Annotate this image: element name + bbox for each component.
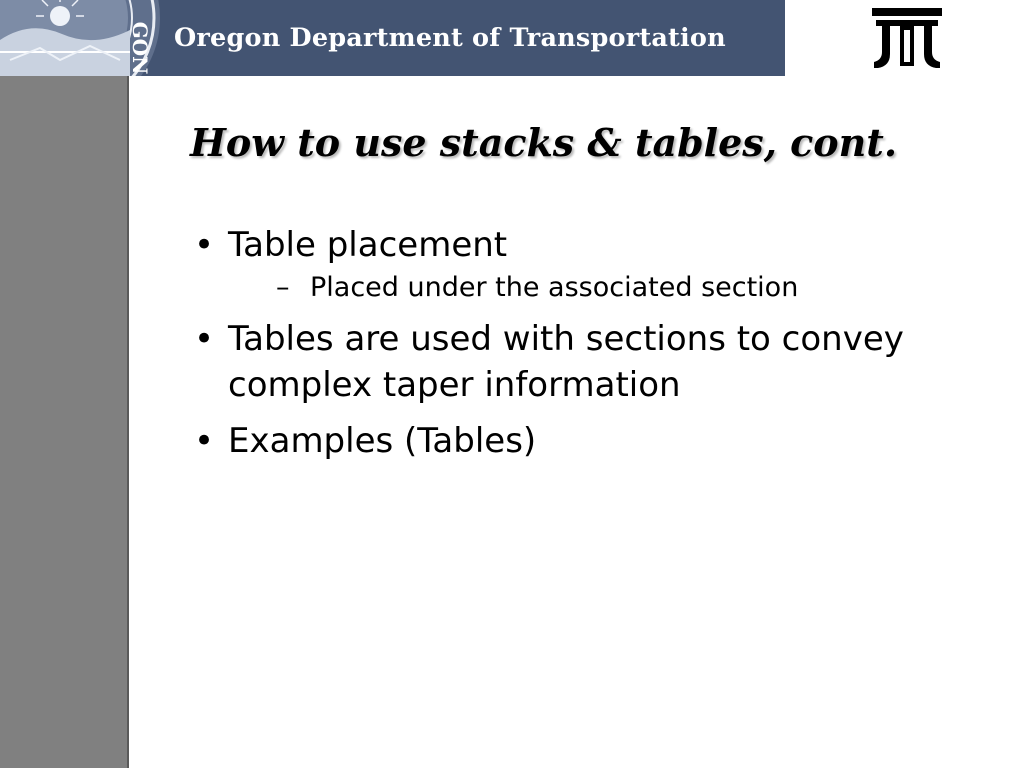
list-item [192,418,992,464]
bullet-icon: • [194,421,215,461]
seal-text: GON [128,21,152,75]
left-sidebar [0,76,129,768]
bullet-text: Examples (Tables) [228,421,537,461]
sub-list-item [228,270,992,306]
bullet-list [192,222,992,474]
list-item [192,222,992,306]
state-seal-icon [0,0,160,76]
bullet-icon: • [194,225,215,265]
bullet-text: Table placement [228,225,508,265]
bullet-text: Tables are used with sections to convey complex taper information [228,319,904,405]
sub-bullet-text: Placed under the associated section [310,272,799,303]
slide-title: How to use stacks & tables, cont. [190,120,898,165]
banner-title: Oregon Department of Transportation [174,23,726,53]
list-item [192,316,992,408]
bullet-icon: • [194,319,215,359]
header-banner [0,0,785,76]
odot-logo-icon [868,4,946,72]
dash-icon: – [276,272,290,303]
